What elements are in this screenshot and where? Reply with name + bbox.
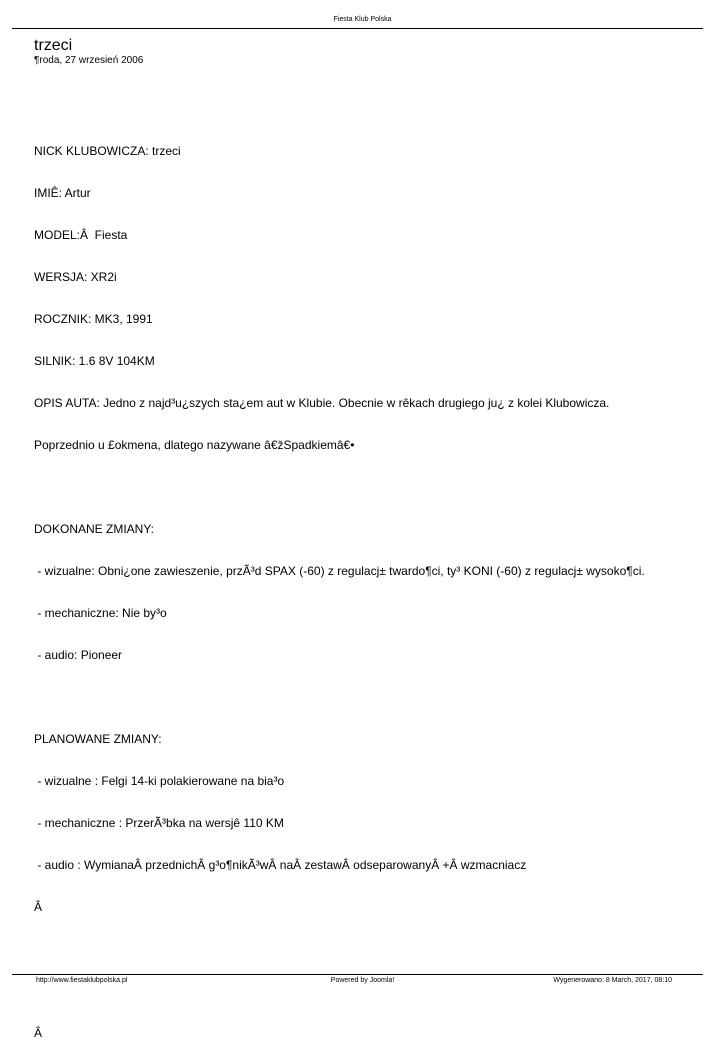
footer-generated-date: Wygenerowano: 8 March, 2017, 08:10	[553, 977, 672, 984]
body-line	[34, 942, 694, 956]
body-line: SILNIK: 1.6 8V 104KM	[34, 354, 155, 368]
body-line: MODEL:Â Fiesta	[34, 228, 128, 242]
body-line: - wizualne: Obni¿one zawieszenie, przÃ³d SPAX (-60) z regulacj± twardo¶ci, ty³ KONI (-60) z regulacj± wysoko¶ci.	[34, 564, 645, 578]
body-line: - wizualne : Felgi 14-ki polakierowane na bia³o	[34, 774, 285, 788]
body-line: Â	[34, 900, 43, 914]
body-line: IMIÊ: Artur	[34, 186, 91, 200]
body-line: NICK KLUBOWICZA: trzeci	[34, 144, 181, 158]
body-line: - audio: Pioneer	[34, 648, 123, 662]
body-line	[34, 690, 694, 704]
body-line: OPIS AUTA: Jedno z najd³u¿szych sta¿em aut w Klubie. Obecnie w rêkach drugiego ju¿ z kolei Klubowicza.	[34, 396, 610, 410]
footer-url[interactable]: http://www.fiestaklubpolska.pl	[36, 977, 128, 984]
article-title: trzeci	[34, 37, 73, 54]
body-line	[34, 480, 694, 494]
article-body	[34, 116, 694, 1054]
body-line: - audio : WymianaÂ przednichÂ g³o¶nikÃ³wÂ naÂ zestawÂ odseparowanyÂ +Â wzmacniacz	[34, 858, 527, 872]
body-line: ROCZNIK: MK3, 1991	[34, 312, 153, 326]
article-date: ¶roda, 27 wrzesień 2006	[34, 55, 144, 66]
header-divider	[12, 28, 703, 29]
body-line: WERSJA: XR2i	[34, 270, 117, 284]
footer-divider	[12, 974, 703, 975]
body-line	[34, 984, 694, 998]
body-line: Poprzednio u £okmena, dlatego nazywane â€žSpadkiemâ€•	[34, 438, 355, 452]
footer-powered-by: Powered by Joomla!	[330, 977, 395, 984]
body-line: DOKONANE ZMIANY:	[34, 522, 155, 536]
body-line: - mechaniczne : PrzerÃ³bka na wersjê 110 KM	[34, 816, 284, 830]
body-line: PLANOWANE ZMIANY:	[34, 732, 162, 746]
body-line: - mechaniczne: Nie by³o	[34, 606, 167, 620]
body-line: Â	[34, 1026, 43, 1040]
site-title: Fiesta Klub Polska	[333, 16, 392, 23]
